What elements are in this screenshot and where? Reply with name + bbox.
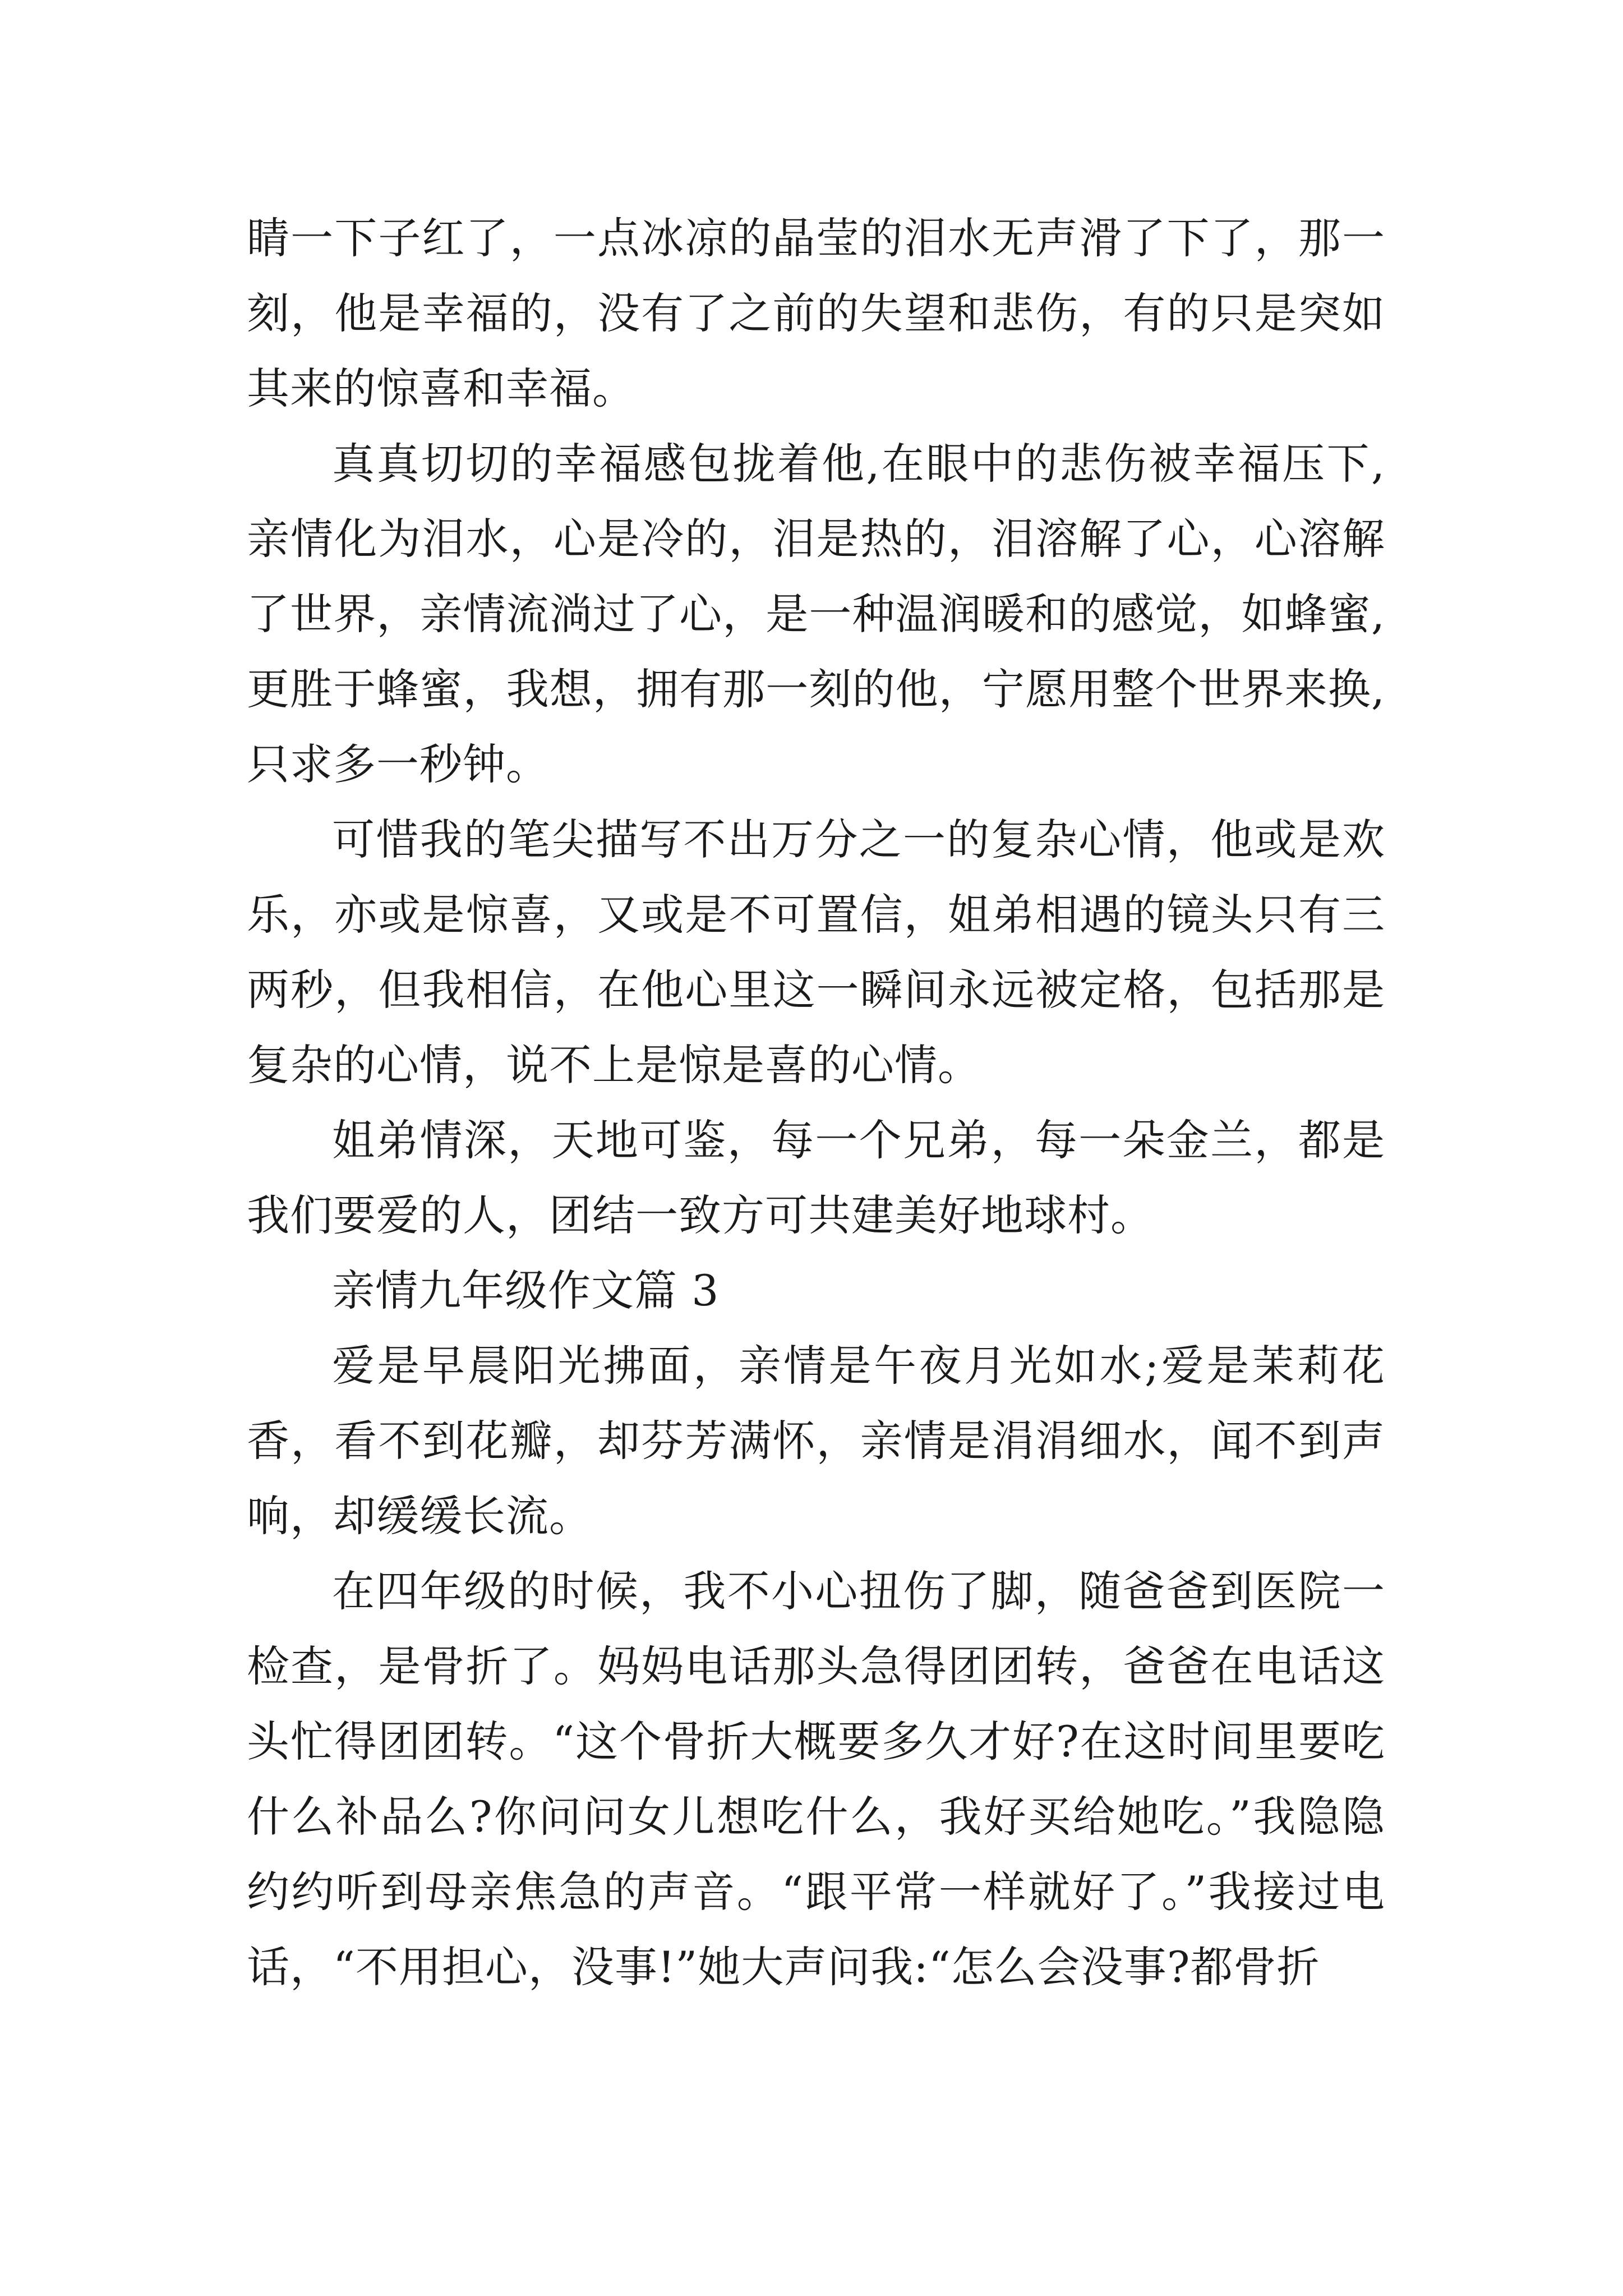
paragraph: 爱是早晨阳光拂面，亲情是午夜月光如水;爱是茉莉花香，看不到花瓣，却芬芳满怀，亲情是涓涓细水，闻不到声响，却缓缓长流。 — [247, 1341, 1385, 1541]
document-body — [247, 201, 1385, 2005]
paragraph: 可惜我的笔尖描写不出万分之一的复杂心情，他或是欢乐，亦或是惊喜，又或是不可置信，姐弟相遇的镜头只有三两秒，但我相信，在他心里这一瞬间永远被定格，包括那是复杂的心情，说不上是惊是喜的心情。 — [247, 815, 1385, 1090]
paragraph: 在四年级的时候，我不小心扭伤了脚，随爸爸到医院一检查，是骨折了。妈妈电话那头急得团团转，爸爸在电话这头忙得团团转。“这个骨折大概要多久才好?在这时间里要吃什么补品么?你问问女儿想吃什么，我好买给她吃。”我隐隐约约听到母亲焦急的声音。“跟平常一样就好了。”我接过电话，“不用担心，没事!”她大声问我:“怎么会没事?都骨折 — [247, 1566, 1385, 1992]
paragraph: 真真切切的幸福感包拢着他,在眼中的悲伤被幸福压下,亲情化为泪水，心是冷的，泪是热的，泪溶解了心，心溶解了世界，亲情流淌过了心，是一种温润暖和的感觉，如蜂蜜,更胜于蜂蜜，我想，拥有那一刻的他，宁愿用整个世界来换,只求多一秒钟。 — [247, 439, 1385, 789]
section-heading: 亲情九年级作文篇 3 — [332, 1266, 720, 1315]
paragraph-continuation: 睛一下子红了，一点冰凉的晶莹的泪水无声滑了下了，那一刻，他是幸福的，没有了之前的失望和悲伤，有的只是突如其来的惊喜和幸福。 — [247, 213, 1385, 413]
paragraph: 姐弟情深，天地可鉴，每一个兄弟，每一朵金兰，都是我们要爱的人，团结一致方可共建美好地球村。 — [247, 1115, 1385, 1240]
